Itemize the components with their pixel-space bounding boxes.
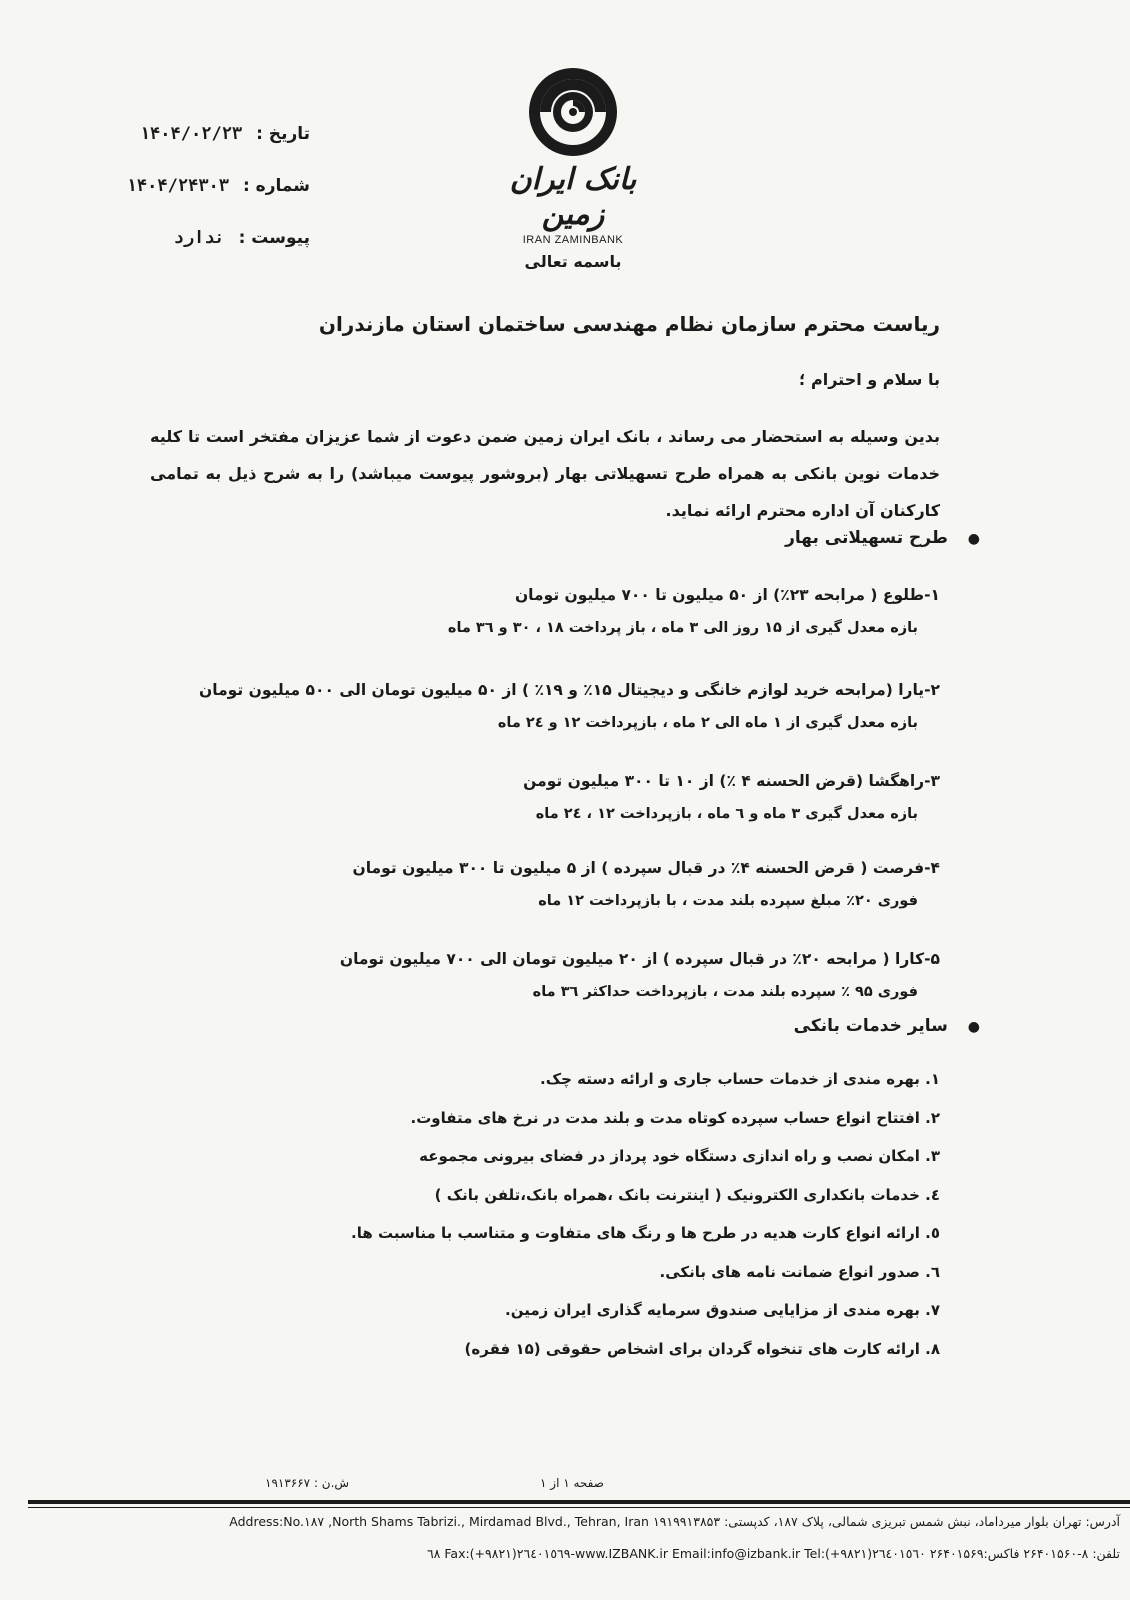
plan-title: ۵-کارا ( مرابحه ۲۰٪ در قبال سپرده ) از ۲۰ میلیون تومان الی ۷۰۰ میلیون تومان (339, 950, 940, 968)
bank-logo (493, 64, 653, 246)
list-item: ٤. خدمات بانکداری الکترونیک ( اینترنت بانک ،همراه بانک،تلفن بانک ) (434, 1185, 940, 1204)
date-value: ۱۴۰۴/۰۲/۲۳ (139, 124, 243, 144)
bullet-icon: ● (967, 1019, 980, 1035)
letter-meta (80, 124, 310, 280)
section-title-text: طرح تسهیلاتی بهار (785, 528, 948, 548)
plan-detail: فوری ۹۵ ٪ سپرده بلند مدت ، بازپرداخت حداکثر ۳٦ ماه (532, 984, 918, 1000)
attachment-value: ندارد (173, 228, 225, 248)
bank-logo-icon (525, 64, 621, 160)
bank-logo-text-fa: بانک ایران زمین (509, 162, 637, 232)
bullet-icon: ● (967, 531, 980, 547)
plan-title: ۳-راهگشا (قرض الحسنه ۴ ٪) از ۱۰ تا ۳۰۰ میلیون تومن (523, 772, 940, 790)
plan-detail: فوری ۲۰٪ مبلغ سپرده بلند مدت ، با بازپرداخت ۱۲ ماه (538, 893, 918, 909)
section-title-text: سایر خدمات بانکی (793, 1016, 948, 1036)
plan-item (160, 764, 940, 829)
footer-address: آدرس: تهران بلوار میرداماد، نبش شمس تبریزی شمالی، پلاک ۱۸۷، کدپستی: ۱۹۱۹۹۱۳۸۵۳ Address:No.۱۸۷ ,North Shams Tabrizi., Mirdamad Blvd., Tehran, Iran (229, 1514, 1120, 1529)
list-item: ٦. صدور انواع ضمانت نامه های بانکی. (659, 1262, 940, 1281)
list-item: ۲. افتتاح انواع حساب سپرده کوتاه مدت و بلند مدت در نرخ های متفاوت. (410, 1108, 940, 1127)
serial-number: ش.ن : ۱۹۱۳۶۶۷ (265, 1476, 350, 1490)
plan-title: ۴-فرصت ( قرض الحسنه ۴٪ در قبال سپرده ) از ۵ میلیون تا ۳۰۰ میلیون تومان (352, 859, 940, 877)
services-list (140, 1060, 940, 1368)
plan-detail: بازه معدل گیری از ۱۵ روز الی ۳ ماه ، باز پرداخت ۱۸ ، ۳۰ و ۳٦ ماه (447, 620, 918, 636)
plan-title: ۲-یارا (مرابحه خرید لوازم خانگی و دیجیتال ۱۵٪ و ۱۹٪ ) از ۵۰ میلیون تومان الی ۵۰۰ میلیون تومان (199, 681, 940, 699)
page-number: صفحه ۱ از ۱ (540, 1476, 604, 1490)
list-item: ٨. ارائه کارت های تنخواه گردان برای اشخاص حقوقی (۱۵ فقره) (464, 1339, 940, 1358)
bank-logo-text-en: IRAN ZAMINBANK (522, 234, 624, 246)
number-row (80, 176, 310, 228)
plan-title: ۱-طلوع ( مرابحه ۲۳٪) از ۵۰ میلیون تا ۷۰۰ میلیون تومان (514, 586, 940, 604)
date-row (80, 124, 310, 176)
number-label: شماره : (242, 176, 310, 196)
list-item: ۱. بهره مندی از خدمات حساب جاری و ارائه دسته چک. (540, 1070, 940, 1088)
section-title-other-services (794, 1016, 980, 1036)
footer-divider (28, 1500, 1130, 1504)
recipient: ریاست محترم سازمان نظام مهندسی ساختمان استان مازندران (318, 312, 940, 336)
list-item: ۳. امکان نصب و راه اندازی دستگاه خود پرداز در فضای بیرونی مجموعه (419, 1147, 940, 1165)
plan-item (160, 942, 940, 1007)
plan-detail: بازه معدل گیری ۳ ماه و ٦ ماه ، بازپرداخت ۱۲ ، ۲٤ ماه (535, 806, 918, 822)
footer-divider-thin (28, 1507, 1130, 1508)
number-value: ۱۴۰۴/۲۴۳۰۳ (126, 176, 230, 196)
plan-detail: بازه معدل گیری از ۱ ماه الی ۲ ماه ، بازپرداخت ۱۲ و ۲٤ ماه (497, 715, 918, 731)
attachment-label: پیوست : (238, 228, 310, 248)
date-label: تاریخ : (256, 124, 310, 144)
section-title-spring-plan (785, 528, 980, 548)
plan-item (60, 673, 940, 738)
intro-paragraph: بدین وسیله به استحضار می رساند ، بانک ایران زمین ضمن دعوت از شما عزیزان مفتخر است تا کلیه خدمات نوین بانکی به همراه طرح تسهیلاتی بهار (بروشور پیوست میباشد) را به شرح ذیل به تمامی کارکنان آن اداره محترم ارائه نماید. (150, 427, 940, 520)
list-item: ٧. بهره مندی از مزایایی صندوق سرمایه گذاری ایران زمین. (505, 1301, 940, 1319)
plan-item (160, 578, 940, 643)
greeting: با سلام و احترام ؛ (799, 370, 940, 389)
attachment-row (80, 228, 310, 280)
footer-contact: تلفن: ۸-۲۶۴۰۱۵۶۰ فاکس:۲۶۴۰۱۵۶۹ www.IZBANK.ir Email:info@izbank.ir Tel:(+۹۸۲۱)۲٦٤۰۱٥٦۰-٦۸ Fax:(+۹۸۲۱)۲٦٤۰۱٥٦۹ (426, 1546, 1120, 1561)
invocation: باسمه تعالی (524, 252, 622, 271)
plan-item (160, 851, 940, 916)
list-item: ٥. ارائه انواع کارت هدیه در طرح ها و رنگ های متفاوت و متناسب با مناسبت ها. (351, 1224, 940, 1242)
